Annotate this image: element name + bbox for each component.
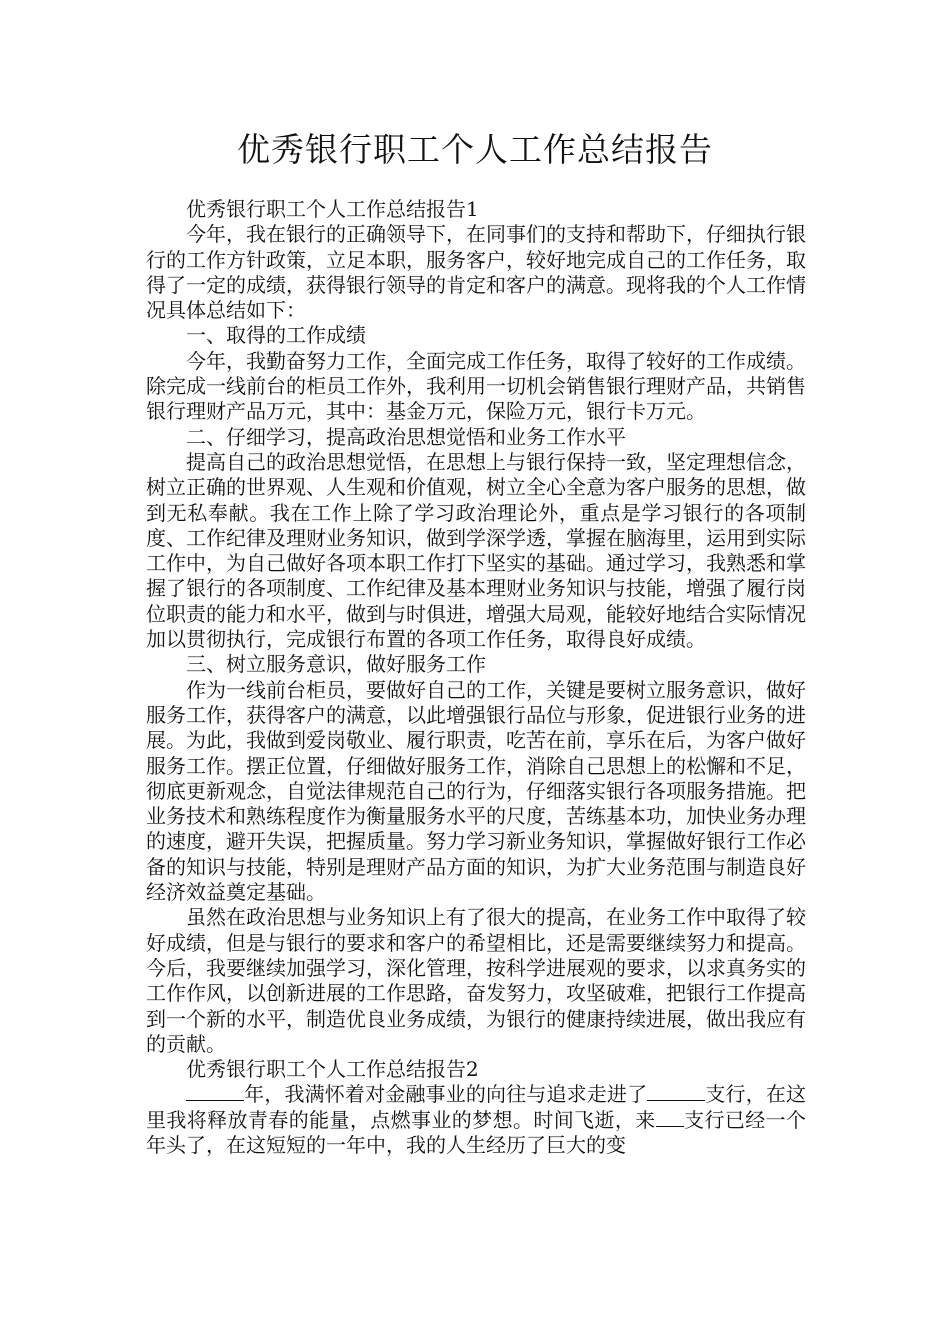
document-body <box>146 197 806 1158</box>
paragraph-intro: 今年，我在银行的正确领导下，在同事们的支持和帮助下，仔细执行银行的工作方针政策，立足本职，服务客户，较好地完成自己的工作任务，取得了一定的成绩，获得银行领导的肯定和客户的满意。现将我的个人工作情况具体总结如下： <box>146 222 806 323</box>
fill-blank-year <box>186 1099 244 1101</box>
fill-blank-branch <box>647 1099 705 1101</box>
paragraph-report-2-intro <box>146 1082 806 1158</box>
section-heading-report-2: 优秀银行职工个人工作总结报告2 <box>186 1057 479 1082</box>
document-title: 优秀银行职工个人工作总结报告 <box>237 130 713 169</box>
paragraph-summary: 虽然在政治思想与业务知识上有了很大的提高，在业务工作中取得了较好成绩，但是与银行的要求和客户的希望相比，还是需要继续努力和提高。今后，我要继续加强学习，深化管理，按科学进展观的要求，以求真务实的工作作风，以创新进展的工作思路，奋发努力，攻坚破难，把银行工作提高到一个新的水平，制造优良业务成绩，为银行的健康持续进展，做出我应有的贡献。 <box>146 905 806 1056</box>
paragraph-text-part1: 年，我满怀着对金融事业的向往与追求走进了 <box>244 1082 648 1107</box>
paragraph-text-part2: 支行，在这里我将释放青春的能量，点燃事业的梦想。时间飞逝，来 <box>146 1082 807 1132</box>
section-heading-report-1: 优秀银行职工个人工作总结报告1 <box>186 197 479 221</box>
section-heading-service: 三、树立服务意识，做好服务工作 <box>186 652 486 677</box>
paragraph-service: 作为一线前台柜员，要做好自己的工作，关键是要树立服务意识，做好服务工作，获得客户的满意，以此增强银行品位与形象，促进银行业务的进展。为此，我做到爱岗敬业、履行职责，吃苦在前，享乐在后，为客户做好服务工作。摆正位置，仔细做好服务工作，消除自己思想上的松懈和不足，彻底更新观念，自觉法律规范自己的行为，仔细落实银行各项服务措施。把业务技术和熟练程度作为衡量服务水平的尺度，苦练基本功，加快业务办理的速度，避开失误，把握质量。努力学习新业务知识，掌握做好银行工作必备的知识与技能，特别是理财产品方面的知识，为扩大业务范围与制造良好经济效益奠定基础。 <box>146 677 806 905</box>
paragraph-achievements: 今年，我勤奋努力工作，全面完成工作任务，取得了较好的工作成绩。除完成一线前台的柜员工作外，我利用一切机会销售银行理财产品，共销售银行理财产品万元，其中：基金万元，保险万元，银行卡万元。 <box>146 348 806 424</box>
section-heading-achievements: 一、取得的工作成绩 <box>186 323 366 348</box>
section-heading-study: 二、仔细学习，提高政治思想觉悟和业务工作水平 <box>186 424 626 449</box>
fill-blank-branch-2 <box>656 1125 684 1127</box>
paragraph-study: 提高自己的政治思想觉悟，在思想上与银行保持一致，坚定理想信念，树立正确的世界观、人生观和价值观，树立全心全意为客户服务的思想，做到无私奉献。我在工作上除了学习政治理论外，重点是学习银行的各项制度、工作纪律及理财业务知识，做到学深学透，掌握在脑海里，运用到实际工作中，为自己做好各项本职工作打下坚实的基础。通过学习，我熟悉和掌握了银行的各项制度、工作纪律及基本理财业务知识与技能，增强了履行岗位职责的能力和水平，做到与时俱进，增强大局观，能较好地结合实际情况加以贯彻执行，完成银行布置的各项工作任务，取得良好成绩。 <box>146 449 806 652</box>
paragraph-text-part3: 支行已经一个年头了，在这短短的一年中，我的人生经历了巨大的变 <box>146 1107 807 1157</box>
